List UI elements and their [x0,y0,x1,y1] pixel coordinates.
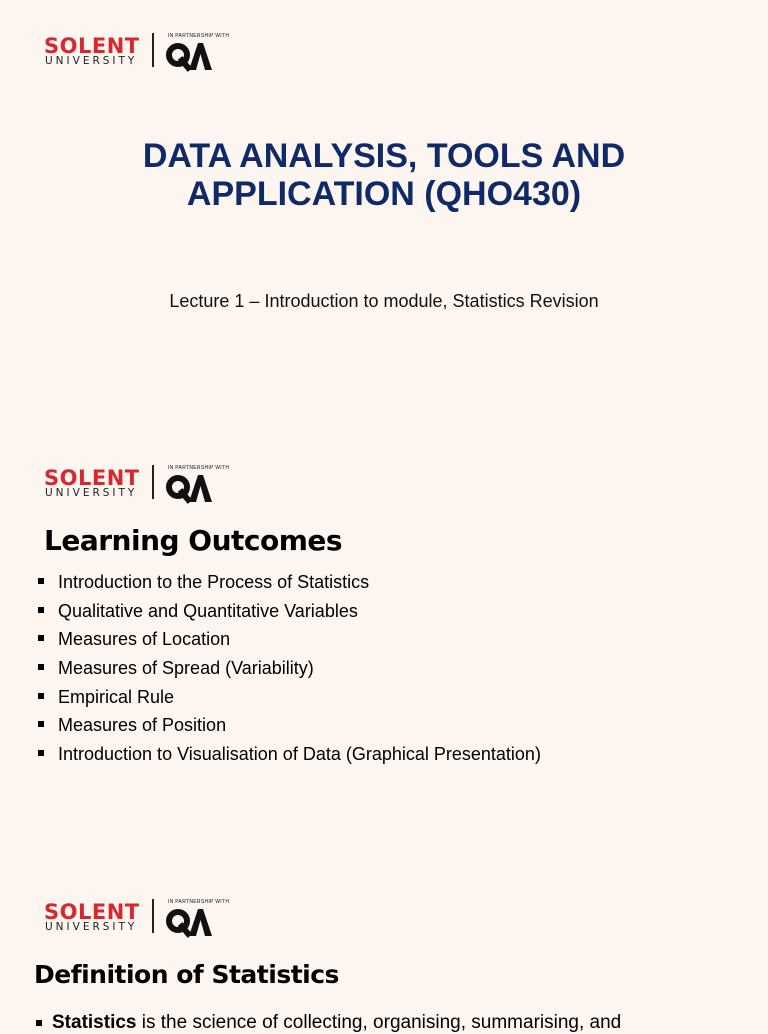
solent-qa-logo [44,467,244,509]
list-item-text: Qualitative and Quantitative Variables [58,600,358,621]
solent-wordmark: SOLENT [44,466,140,490]
university-wordmark: UNIVERSITY [45,921,138,933]
logo-divider [152,33,154,67]
university-wordmark: UNIVERSITY [45,487,138,499]
qa-logo-icon [166,472,212,504]
bullet-icon [36,1020,42,1026]
title-line-1: DATA ANALYSIS, TOOLS AND [142,137,626,175]
list-item [36,570,541,599]
list-item-text: Measures of Location [58,629,231,650]
qa-logo-icon [166,906,212,938]
learning-outcomes-heading: Learning Outcomes [44,524,343,557]
bullet-icon [38,607,44,613]
bullet-icon [38,750,44,756]
solent-qa-logo [44,35,244,77]
definition-term: Statistics [52,1012,137,1033]
slide-subtitle: Lecture 1 – Introduction to module, Statistics Revision [169,291,599,311]
solent-wordmark: SOLENT [44,34,140,58]
logo-divider [152,899,154,933]
list-item [36,656,541,685]
list-item [36,599,541,628]
solent-qa-logo [44,901,244,943]
learning-outcomes-list [36,570,541,771]
list-item-text: Empirical Rule [58,686,175,707]
qa-logo-icon [166,40,212,72]
list-item-text: Introduction to the Process of Statistics [58,572,370,592]
bullet-icon [38,578,44,584]
list-item [36,685,541,714]
definition-text [36,1012,621,1034]
partnership-label: IN PARTNERSHIP WITH [168,465,230,471]
solent-wordmark: SOLENT [44,900,140,924]
slide-title [0,137,768,213]
list-item-text: Measures of Spread (Variability) [58,658,314,679]
title-line-2: APPLICATION (QHO430) [186,175,582,213]
bullet-icon [38,693,44,699]
definition-heading: Definition of Statistics [34,960,339,989]
list-item-text: Introduction to Visualisation of Data (Graphical Presentation) [58,744,541,765]
list-item [36,742,541,771]
definition-body: is the science of collecting, organising, summarising, and [136,1012,622,1033]
university-wordmark: UNIVERSITY [45,55,138,67]
partnership-label: IN PARTNERSHIP WITH [168,899,230,905]
bullet-icon [38,664,44,670]
list-item-text: Measures of Position [58,715,227,736]
list-item [36,713,541,742]
bullet-icon [38,635,44,641]
partnership-label: IN PARTNERSHIP WITH [168,33,230,39]
bullet-icon [38,721,44,727]
list-item [36,627,541,656]
logo-divider [152,465,154,499]
